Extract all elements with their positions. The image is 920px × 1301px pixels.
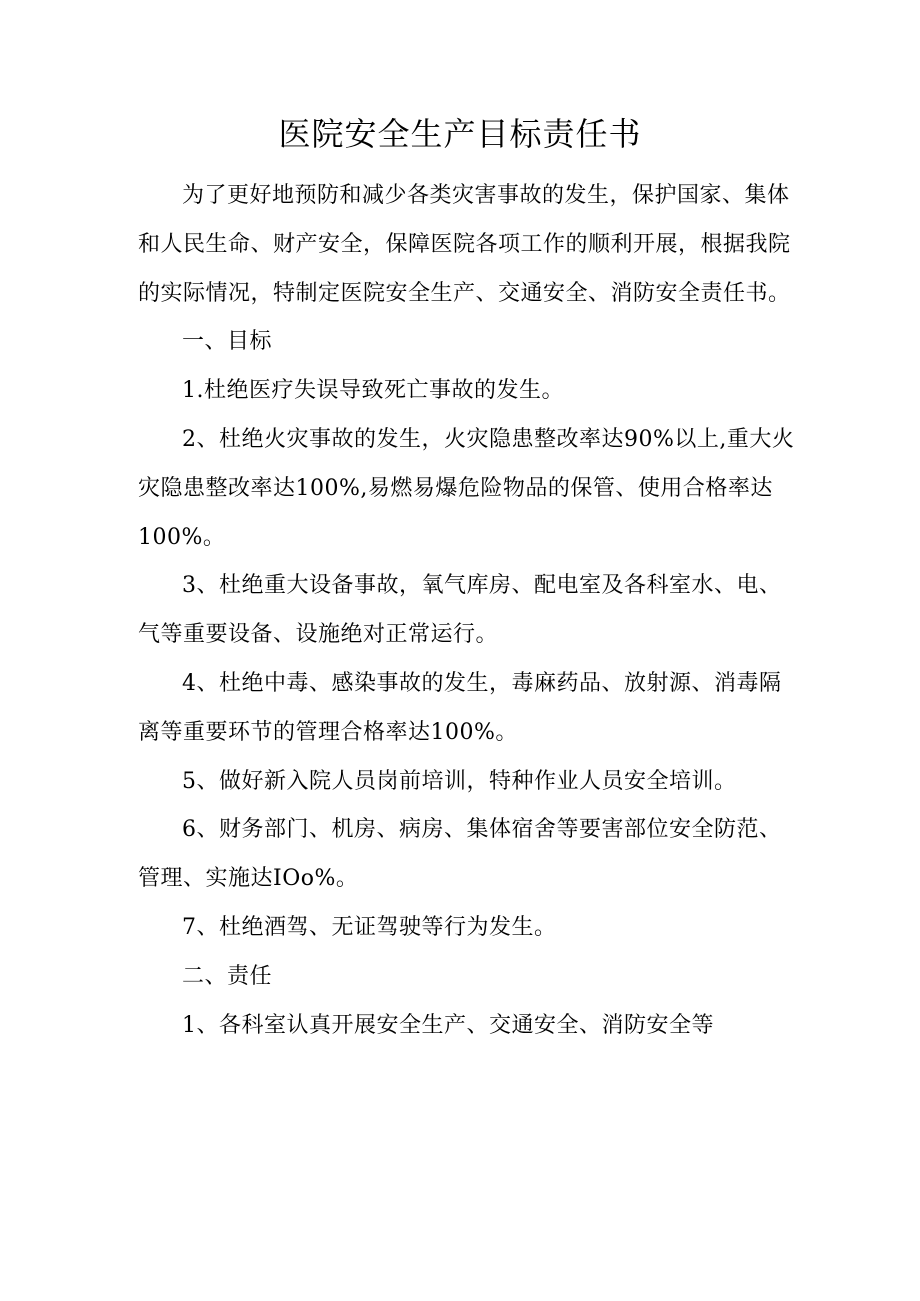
goal-item-6: 6、财务部门、机房、病房、集体宿舍等要害部位安全防范、管理、实施达IOo%。: [138, 817, 782, 892]
goal-item-4: 4、杜绝中毒、感染事故的发生，毒麻药品、放射源、消毒隔离等重要环节的管理合格率达100%。: [138, 670, 782, 745]
goal-item-3: 3、杜绝重大设备事故，氧气库房、配电室及各科室水、电、气等重要设备、设施绝对正常运行。: [138, 573, 782, 648]
intro-paragraph: 为了更好地预防和减少各类灾害事故的发生，保护国家、集体和人民生命、财产安全，保障医院各项工作的顺利开展，根据我院的实际情况，特制定医院安全生产、交通安全、消防安全责任书。: [138, 183, 791, 306]
goal-item-2: 2、杜绝火灾事故的发生，火灾隐患整改率达90%以上,重大火灾隐患整改率达100%,易燃易爆危险物品的保管、使用合格率达100%。: [138, 426, 795, 550]
responsibility-item-1: 1、各科室认真开展安全生产、交通安全、消防安全等: [182, 1012, 714, 1038]
document-body: [138, 172, 802, 1050]
section-heading-goals: 一、目标: [182, 329, 273, 355]
section-heading-responsibility: 二、责任: [182, 963, 273, 989]
goal-item-7: 7、杜绝酒驾、无证驾驶等行为发生。: [182, 914, 557, 940]
document-title: 医院安全生产目标责任书: [278, 115, 642, 153]
goal-item-1: 1.杜绝医疗失误导致死亡事故的发生。: [182, 378, 564, 404]
goal-item-5: 5、做好新入院人员岗前培训，特种作业人员安全培训。: [182, 768, 737, 794]
